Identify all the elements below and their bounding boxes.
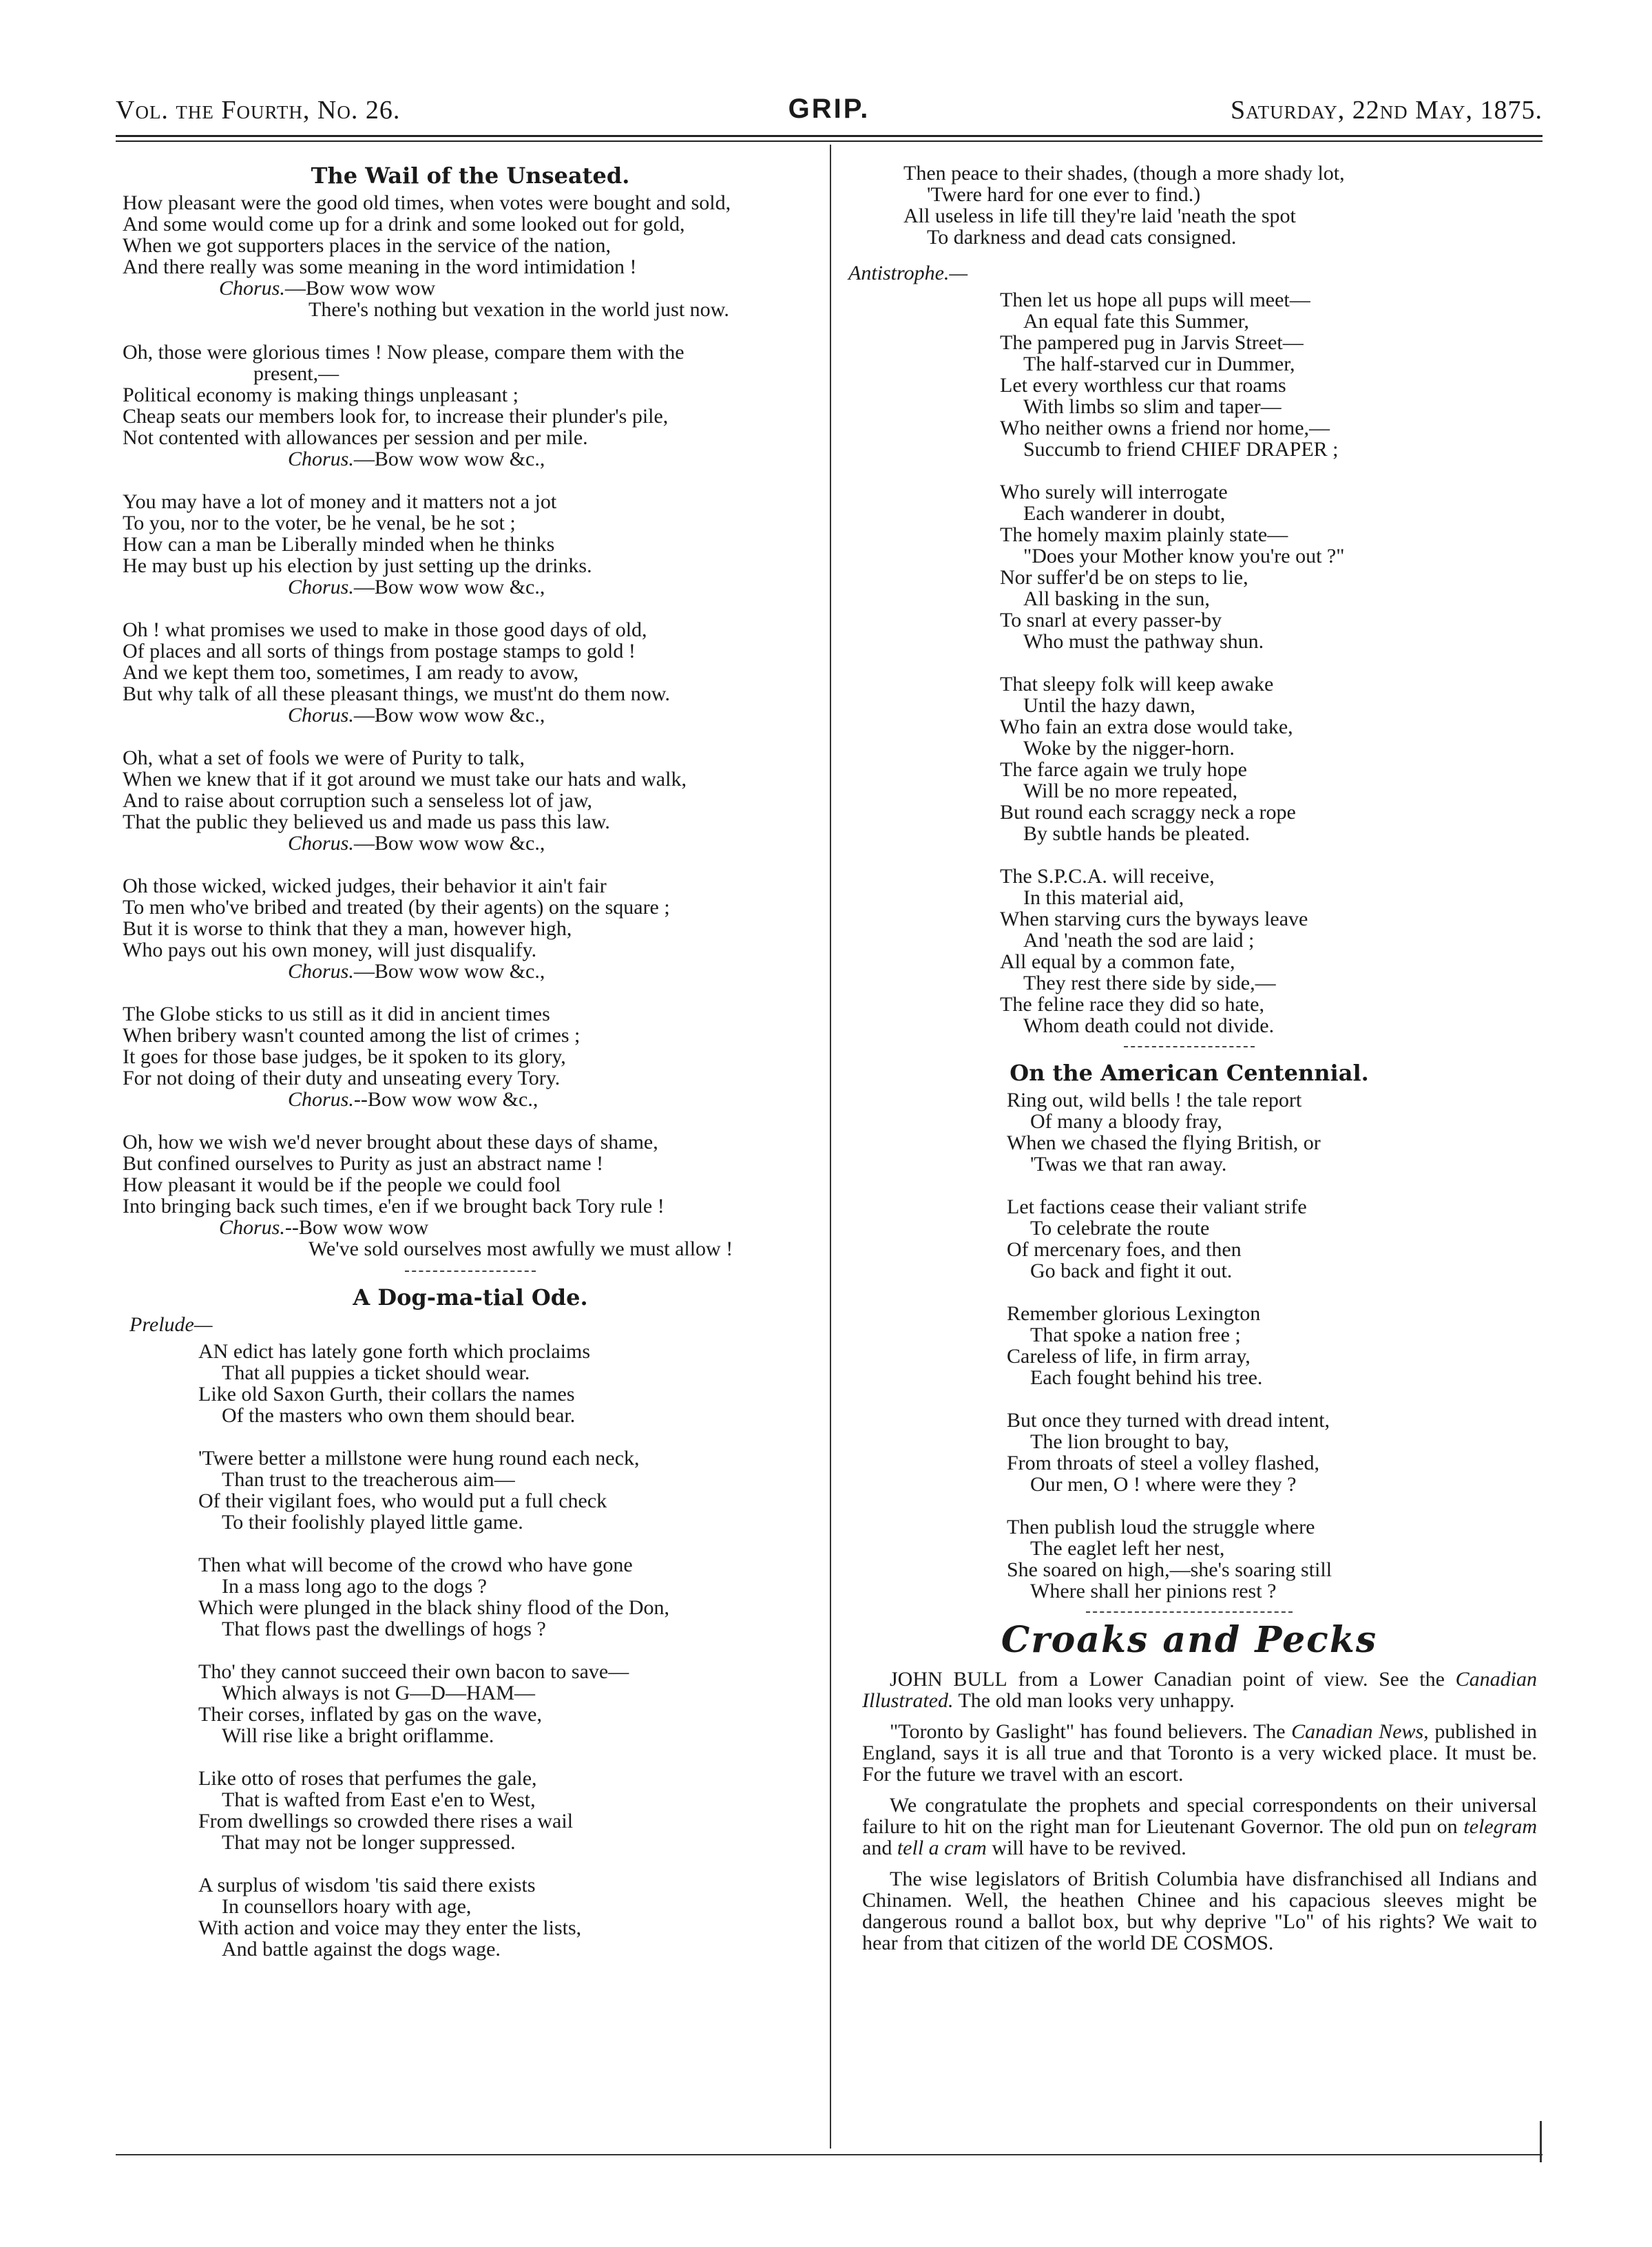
verse-line: To celebrate the route	[1030, 1217, 1210, 1240]
verse-line: They rest there side by side,—	[1023, 972, 1276, 994]
verse-line: The pampered pug in Jarvis Street—	[1000, 331, 1304, 354]
chorus-text: --Bow wow wow &c.,	[353, 1088, 539, 1111]
volume-number: Vol. the Fourth, No. 26.	[116, 96, 401, 125]
chorus-line	[123, 576, 818, 598]
verse-line: Who must the pathway shun.	[1023, 630, 1264, 653]
verse-line: And some would come up for a drink and some looked out for gold,	[123, 213, 685, 236]
verse-line: But once they turned with dread intent,	[1007, 1409, 1330, 1432]
verse-line: With limbs so slim and taper—	[1023, 395, 1282, 418]
verse-line: present,—	[253, 362, 339, 385]
verse-line: To you, nor to the voter, be he venal, be he sot ;	[123, 512, 516, 534]
verse-line: To darkness and dead cats consigned.	[927, 226, 1237, 249]
verse-line: Oh, how we wish we'd never brought about these days of shame,	[123, 1131, 658, 1153]
text-run: will have to be revived.	[986, 1837, 1186, 1859]
stanza	[123, 342, 818, 470]
verse-line: That sleepy folk will keep awake	[1000, 673, 1274, 696]
verse-line: The lion brought to bay,	[1030, 1430, 1229, 1453]
verse-line: Of places and all sorts of things from postage stamps to gold !	[123, 640, 636, 662]
publication-name: Canadian Illustrated.	[862, 1668, 1537, 1712]
chorus-text: —Bow wow wow &c.,	[353, 704, 545, 727]
chorus-text: —Bow wow wow &c.,	[353, 832, 545, 855]
news-item	[862, 1721, 1537, 1785]
verse-line: How pleasant it would be if the people we could fool	[123, 1173, 561, 1196]
verse-line: Of mercenary foes, and then	[1007, 1238, 1242, 1261]
stanza	[123, 1131, 818, 1260]
verse-line: And we kept them too, sometimes, I am ready to avow,	[123, 661, 579, 684]
verse-line: Where shall her pinions rest ?	[1030, 1580, 1277, 1602]
verse-line: That flows past the dwellings of hogs ?	[222, 1618, 546, 1640]
verse-line: Until the hazy dawn,	[1023, 694, 1195, 717]
verse-line: Succumb to friend CHIEF DRAPER ;	[1023, 438, 1339, 461]
verse-line: In this material aid,	[1023, 886, 1184, 909]
verse-line: 'Twere hard for one ever to find.)	[927, 183, 1201, 206]
verse-line: Not contented with allowances per session and per mile.	[123, 426, 588, 449]
verse-line: Of their vigilant foes, who would put a full check	[198, 1490, 607, 1512]
italic-word: telegram	[1463, 1815, 1537, 1838]
ode-verses	[123, 1341, 818, 1960]
left-column	[123, 163, 818, 1981]
chorus-label: Chorus.	[219, 277, 285, 300]
text-run: The wise legislators of British Columbia have disfranchised all Indians and Chinamen. Well, the heathen Chinee and his capacious sleeves might be dangerous round a ballot box, but why deprive "Lo" of his rights? We wait to hear from that citizen of the world	[862, 1868, 1537, 1954]
verse-line: But why talk of all these pleasant things, we must'nt do them now.	[123, 682, 671, 705]
verse-line: Whom death could not divide.	[1023, 1014, 1275, 1037]
verse-line: That is wafted from East e'en to West,	[222, 1788, 536, 1811]
verse-line: But confined ourselves to Purity as just an abstract name !	[123, 1152, 604, 1175]
verse-line: But round each scraggy neck a rope	[1000, 801, 1296, 824]
verse-line: And there really was some meaning in the word intimidation !	[123, 255, 637, 278]
verse-line: Who neither owns a friend nor home,—	[1000, 417, 1330, 439]
stanza	[198, 1661, 818, 1746]
verse-line: Which always is not G—D—HAM—	[222, 1682, 535, 1704]
masthead-rule	[116, 135, 1543, 137]
verse-line: The feline race they did so hate,	[1000, 993, 1264, 1016]
verse-line: Each wanderer in doubt,	[1023, 502, 1226, 525]
verse-line: To men who've bribed and treated (by their agents) on the square ;	[123, 896, 670, 919]
verse-line: A surplus of wisdom 'tis said there exists	[198, 1874, 536, 1896]
chorus-text: --Bow wow wow	[284, 1216, 429, 1239]
chorus-line	[123, 833, 818, 854]
verse-line: Who fain an extra dose would take,	[1000, 715, 1293, 738]
verse-line: Our men, O ! where were they ?	[1030, 1473, 1297, 1496]
chorus-line: We've sold ourselves most awfully we must allow !	[309, 1237, 733, 1260]
chorus-label: Chorus.	[288, 576, 354, 598]
name-smallcaps: JOHN BULL	[890, 1668, 1007, 1691]
chorus-line	[123, 1089, 818, 1110]
chorus-text: —Bow wow wow &c.,	[353, 576, 545, 598]
chorus-label: Chorus.	[288, 704, 354, 727]
verse-line: Who pays out his own money, will just disqualify.	[123, 939, 537, 961]
verse-line: Into bringing back such times, e'en if we brought back Tory rule !	[123, 1195, 665, 1217]
verse-line: 'Twere better a millstone were hung round each neck,	[198, 1447, 640, 1470]
publication-title: GRIP.	[788, 94, 870, 124]
verse-line: Will rise like a bright oriflamme.	[222, 1724, 494, 1747]
verse-line: With action and voice may they enter the lists,	[198, 1916, 582, 1939]
verse-line: Then what will become of the crowd who have gone	[198, 1554, 633, 1576]
stanza	[123, 747, 818, 854]
chorus-label: Chorus.	[219, 1216, 285, 1239]
stanza	[123, 192, 818, 320]
bottom-rule	[116, 2154, 1543, 2155]
croaks-title: Croaks and Pecks	[1001, 1619, 1378, 1661]
chorus-label: Chorus.	[288, 832, 354, 855]
verse-line: For not doing of their duty and unseating every Tory.	[123, 1067, 561, 1089]
verse-line: The Globe sticks to us still as it did in ancient times	[123, 1003, 550, 1025]
verse-line: An equal fate this Summer,	[1023, 310, 1249, 333]
verse-line: Tho' they cannot succeed their own bacon to save—	[198, 1660, 629, 1683]
verse-line: Political economy is making things unpleasant ;	[123, 384, 519, 406]
verse-line: "Does your Mother know you're out ?"	[1023, 545, 1345, 567]
verse-line: Of many a bloody fray,	[1030, 1110, 1222, 1133]
chorus-text: —Bow wow wow &c.,	[353, 448, 545, 470]
verse-line: Then peace to their shades, (though a more shady lot,	[903, 162, 1345, 185]
verse-line: You may have a lot of money and it matters not a jot	[123, 490, 557, 513]
chorus-text: —Bow wow wow	[284, 277, 436, 300]
stanza	[1007, 1196, 1537, 1282]
verse-line: Careless of life, in firm array,	[1007, 1345, 1251, 1368]
verse-line: The half-starved cur in Dummer,	[1023, 353, 1295, 375]
verse-line: And to raise about corruption such a senseless lot of jaw,	[123, 789, 593, 812]
chorus-line	[123, 961, 818, 982]
verse-line: Then let us hope all pups will meet—	[1000, 289, 1310, 311]
verse-line: 'Twas we that ran away.	[1030, 1153, 1227, 1175]
verse-line: Oh those wicked, wicked judges, their behavior it ain't fair	[123, 875, 607, 897]
stanza	[198, 1768, 818, 1853]
text-run: from a Lower Canadian point of view. See the	[1007, 1668, 1456, 1691]
stanza	[123, 619, 818, 726]
text-run: We congratulate the prophets and special correspondents on their universal failure to hit on the right man for Lieutenant Governor. The old pun on	[862, 1794, 1537, 1838]
chorus-label: Chorus.	[288, 1088, 354, 1111]
section-separator	[1086, 1611, 1293, 1613]
verse-line: AN edict has lately gone forth which proclaims	[198, 1340, 591, 1363]
verse-line: All useless in life till they're laid 'neath the spot	[903, 205, 1296, 227]
chorus-label: Chorus.	[288, 448, 354, 470]
chorus-line	[123, 448, 818, 470]
news-item	[862, 1795, 1537, 1859]
verse-line: By subtle hands be pleated.	[1023, 822, 1251, 845]
section-separator	[1124, 1046, 1255, 1047]
verse-line: How can a man be Liberally minded when he thinks	[123, 533, 555, 556]
stanza	[123, 491, 818, 598]
verse-line: Go back and fight it out.	[1030, 1260, 1233, 1282]
verse-line: But it is worse to think that they a man, however high,	[123, 917, 572, 940]
verse-line: She soared on high,—she's soaring still	[1007, 1558, 1332, 1581]
issue-date: Saturday, 22nd May, 1875.	[1231, 96, 1543, 125]
verse-line: He may bust up his election by just setting up the drinks.	[123, 554, 592, 577]
news-item	[862, 1669, 1537, 1711]
poem-title-wail: The Wail of the Unseated.	[311, 163, 630, 189]
verse-line: It goes for those base judges, be it spoken to its glory,	[123, 1045, 566, 1068]
chorus-text: —Bow wow wow &c.,	[353, 960, 545, 983]
verse-line: Than trust to the treacherous aim—	[222, 1468, 515, 1491]
verse-line: Oh, what a set of fools we were of Purity to talk,	[123, 746, 525, 769]
chorus-label: Chorus.	[288, 960, 354, 983]
stanza	[1000, 289, 1537, 460]
verse-line: When we knew that if it got around we must take our hats and walk,	[123, 768, 687, 791]
verse-line: When we got supporters places in the service of the nation,	[123, 234, 611, 257]
verse-line: Each fought behind his tree.	[1030, 1366, 1263, 1389]
verse-line: In a mass long ago to the dogs ?	[222, 1575, 487, 1598]
section-separator	[405, 1271, 536, 1272]
news-item	[862, 1868, 1537, 1954]
text-run: published in England, says it is all true and that Toronto is a very wicked place. It must be. For the future we travel with an escort.	[862, 1720, 1537, 1786]
stanza	[198, 1448, 818, 1533]
stanza	[1000, 481, 1537, 652]
prelude-label: Prelude—	[129, 1313, 213, 1336]
verse-line: Which were plunged in the black shiny flood of the Don,	[198, 1596, 669, 1619]
stanza	[1000, 673, 1537, 844]
italic-word: tell a cram	[897, 1837, 987, 1859]
verse-line: When we chased the flying British, or	[1007, 1131, 1321, 1154]
column-divider	[830, 145, 831, 2149]
verse-line: That the public they believed us and made us pass this law.	[123, 811, 610, 833]
antistrophe-label: Antistrophe.—	[848, 262, 968, 284]
verse-line: Cheap seats our members look for, to increase their plunder's pile,	[123, 405, 669, 428]
stanza	[1007, 1089, 1537, 1175]
verse-line: All basking in the sun,	[1023, 587, 1210, 610]
verse-line: How pleasant were the good old times, when votes were bought and sold,	[123, 191, 731, 214]
verse-line: That spoke a nation free ;	[1030, 1324, 1241, 1346]
verse-line: The S.P.C.A. will receive,	[1000, 865, 1215, 888]
masthead	[116, 95, 1543, 129]
chorus-line	[123, 704, 818, 726]
verse-line: Their corses, inflated by gas on the wave,	[198, 1703, 542, 1726]
verse-line: Who surely will interrogate	[1000, 481, 1228, 503]
chorus-line: There's nothing but vexation in the world just now.	[309, 298, 729, 321]
stanza	[123, 875, 818, 982]
verse-line: To their foolishly played little game.	[222, 1511, 523, 1534]
bottom-right-bracket	[1540, 2121, 1542, 2162]
text-run: "Toronto by Gaslight" has found believers. The	[890, 1720, 1292, 1743]
verse-line: And battle against the dogs wage.	[222, 1938, 501, 1961]
name-smallcaps: DE COSMOS.	[1151, 1932, 1274, 1954]
stanza	[1000, 866, 1537, 1036]
antistrophe-verses	[841, 289, 1537, 1036]
masthead-rule-thin	[116, 140, 1543, 142]
verse-line: From throats of steel a volley flashed,	[1007, 1452, 1320, 1474]
stanza	[1007, 1516, 1537, 1602]
verse-line: That all puppies a ticket should wear.	[222, 1361, 530, 1384]
stanza	[1007, 1410, 1537, 1495]
chorus-line	[123, 1217, 818, 1238]
text-run: and	[862, 1837, 897, 1859]
poem-title-centennial: On the American Centennial.	[1010, 1060, 1369, 1086]
stanza	[198, 1341, 818, 1426]
verse-line: When bribery wasn't counted among the list of crimes ;	[123, 1024, 581, 1047]
verse-line: Nor suffer'd be on steps to lie,	[1000, 566, 1248, 589]
verse-line: Oh ! what promises we used to make in those good days of old,	[123, 618, 647, 641]
verse-line: All equal by a common fate,	[1000, 950, 1235, 973]
verse-line: And 'neath the sod are laid ;	[1023, 929, 1255, 952]
verse-line: Woke by the nigger-horn.	[1023, 737, 1235, 760]
verse-line: Then publish loud the struggle where	[1007, 1516, 1315, 1538]
verse-line: Ring out, wild bells ! the tale report	[1007, 1089, 1302, 1111]
verse-line: The homely maxim plainly state—	[1000, 523, 1288, 546]
verse-line: Will be no more repeated,	[1023, 780, 1238, 802]
verse-line: Like otto of roses that perfumes the gale,	[198, 1767, 537, 1790]
verse-line: Oh, those were glorious times ! Now please, compare them with the	[123, 341, 684, 364]
stanza	[1007, 1303, 1537, 1388]
verse-line: Let every worthless cur that roams	[1000, 374, 1286, 397]
verse-line: That may not be longer suppressed.	[222, 1831, 516, 1854]
verse-line: Let factions cease their valiant strife	[1007, 1195, 1307, 1218]
verse-line: The eaglet left her nest,	[1030, 1537, 1225, 1560]
verse-line: In counsellors hoary with age,	[222, 1895, 472, 1918]
text-run: The old man looks very unhappy.	[953, 1689, 1235, 1712]
publication-name: Canadian News,	[1291, 1720, 1429, 1743]
verse-line: Remember glorious Lexington	[1007, 1302, 1261, 1325]
centennial-verses	[841, 1089, 1537, 1602]
verse-line: Of the masters who own them should bear.	[222, 1404, 576, 1427]
verse-line: The farce again we truly hope	[1000, 758, 1247, 781]
chorus-line	[123, 278, 818, 299]
verse-line: When starving curs the byways leave	[1000, 908, 1308, 930]
verse-line: To snarl at every passer-by	[1000, 609, 1222, 631]
verse-line: Like old Saxon Gurth, their collars the names	[198, 1383, 575, 1405]
stanza	[841, 163, 1537, 248]
stanza	[123, 1003, 818, 1110]
poem-title-ode: A Dog-ma-tial Ode.	[353, 1284, 588, 1310]
right-column	[841, 163, 1537, 1963]
verse-line: From dwellings so crowded there rises a wail	[198, 1810, 574, 1832]
stanza	[198, 1554, 818, 1640]
stanza	[198, 1874, 818, 1960]
